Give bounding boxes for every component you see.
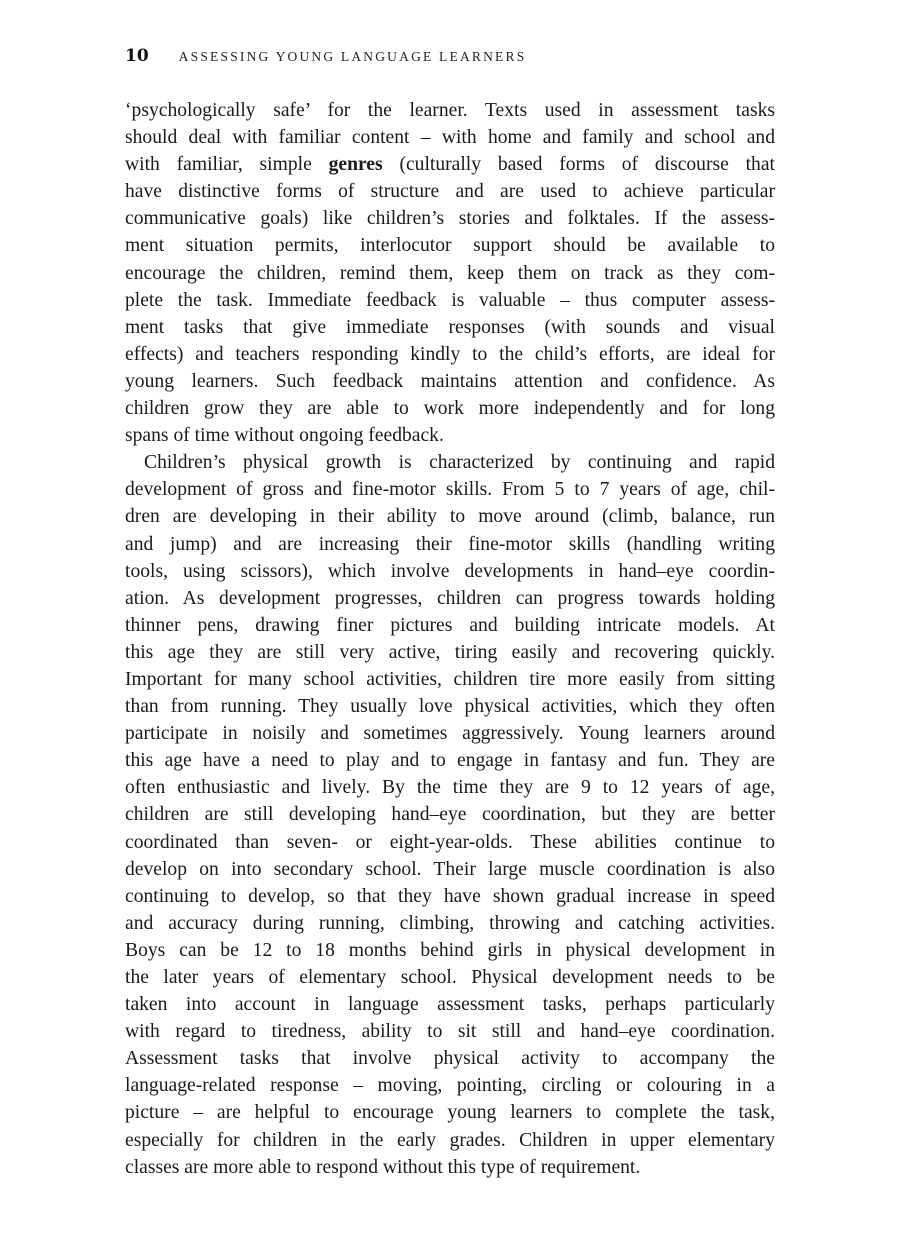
text-fragment: (culturally based forms of discourse that [399,154,775,176]
text-line: effects) and teachers responding kindly to the child’s efforts, are ideal for [125,343,775,365]
text-line: participate in noisily and sometimes aggressively. Young learners around [125,723,775,745]
text-line: communicative goals) like children’s stories and folktales. If the assess- [125,208,775,230]
text-line: with regard to tiredness, ability to sit still and hand–eye coordination. [125,1021,775,1043]
page-number: 10 [125,46,149,66]
text-line: Boys can be 12 to 18 months behind girls in physical development in [125,939,775,961]
text-line: coordinated than seven- or eight-year-olds. These abilities continue to [125,831,775,853]
paragraph-1 [125,97,775,449]
text-line: and jump) and are increasing their fine-motor skills (handling writing [125,533,775,555]
text-line: spans of time without ongoing feedback. [125,425,444,447]
text-line: picture – are helpful to encourage young learners to complete the task, [125,1102,775,1124]
glossary-term-genres: genres [328,154,383,176]
text-line: thinner pens, drawing finer pictures and building intricate models. At [125,614,775,636]
text-line: ation. As development progresses, children can progress towards holding [125,587,775,609]
text-line: children grow they are able to work more independently and for long [125,398,775,420]
text-fragment: with familiar, simple [125,154,312,176]
text-line: continuing to develop, so that they have shown gradual increase in speed [125,885,775,907]
text-line: plete the task. Immediate feedback is valuable – thus computer assess- [125,289,775,311]
text-line: this age they are still very active, tiring easily and recovering quickly. [125,641,775,663]
book-title: ASSESSING YOUNG LANGUAGE LEARNERS [178,49,527,64]
text-line: taken into account in language assessment tasks, perhaps particularly [125,994,775,1016]
text-line: than from running. They usually love physical activities, which they often [125,696,775,718]
text-line: ‘psychologically safe’ for the learner. Texts used in assessment tasks [125,100,775,121]
text-line: Assessment tasks that involve physical activity to accompany the [125,1048,775,1070]
text-line: classes are more able to respond without this type of requirement. [125,1156,641,1178]
text-line: young learners. Such feedback maintains attention and confidence. As [125,370,775,392]
text-line: especially for children in the early grades. Children in upper elementary [125,1129,775,1151]
text-line: often enthusiastic and lively. By the time they are 9 to 12 years of age, [125,777,775,799]
text-line: should deal with familiar content – with home and family and school and [125,127,775,149]
text-line: have distinctive forms of structure and are used to achieve particular [125,181,775,203]
text-line: and accuracy during running, climbing, throwing and catching activities. [125,912,775,934]
running-head [125,46,526,70]
text-line: Children’s physical growth is characterized by continuing and rapid [144,452,775,474]
paragraph-2 [125,449,775,1181]
text-line: language-related response – moving, pointing, circling or colouring in a [125,1075,775,1097]
text-line: Important for many school activities, children tire more easily from sitting [125,668,775,690]
text-line: ment situation permits, interlocutor support should be available to [125,235,775,257]
text-line: children are still developing hand–eye coordination, but they are better [125,804,775,826]
text-line: tools, using scissors), which involve developments in hand–eye coordin- [125,560,775,582]
text-line: dren are developing in their ability to move around (climb, balance, run [125,506,775,528]
text-line: develop on into secondary school. Their large muscle coordination is also [125,858,775,880]
text-line: encourage the children, remind them, keep them on track as they com- [125,262,775,284]
text-line: ment tasks that give immediate responses (with sounds and visual [125,316,775,338]
body-text [125,97,775,1181]
text-line: this age have a need to play and to engage in fantasy and fun. They are [125,750,775,772]
text-line: development of gross and fine-motor skills. From 5 to 7 years of age, chil- [125,479,775,501]
text-line: the later years of elementary school. Physical development needs to be [125,967,775,988]
text-line [125,151,775,178]
